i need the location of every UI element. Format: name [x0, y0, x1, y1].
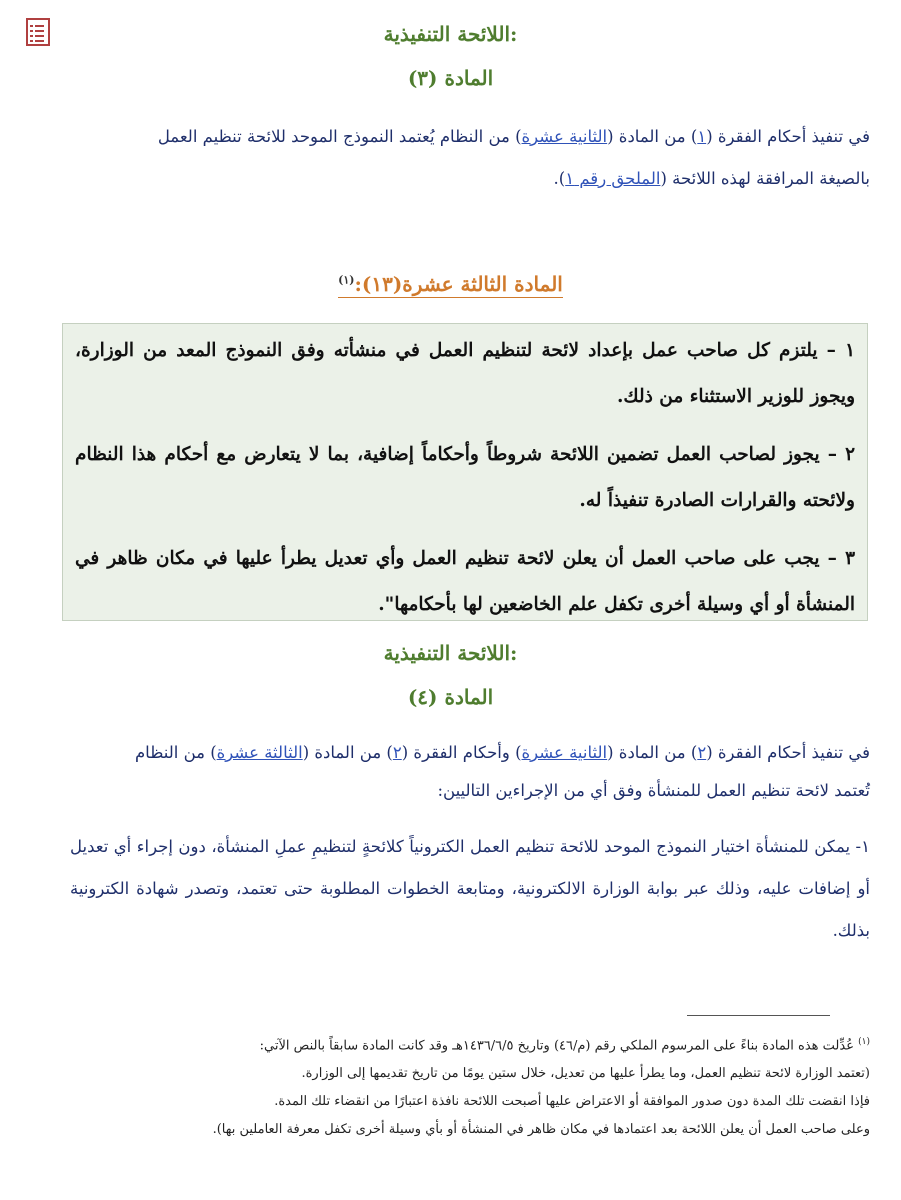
footnote-line-3: فإذا انقضت تلك المدة دون صدور الموافقة أو الاعتراض عليها أصبحت اللائحة نافذة اعتبارًا من انقضاء تلك المدة. [274, 1094, 870, 1110]
footnote-text-1: عُدِّلت هذه المادة بناءً على المرسوم الملكي رقم (م/٤٦) وتاريخ ١٤٣٦/٦/٥هـ وقد كانت المادة سابقاً بالنص الآتي: [259, 1038, 854, 1054]
text-segment: في تنفيذ أحكام الفقرة ( [706, 743, 870, 762]
text-segment: ) من المادة ( [302, 743, 393, 762]
article-3-paragraph [70, 116, 870, 200]
link-article-13[interactable]: الثالثة عشرة [216, 743, 303, 762]
article-13-title: المادة الثالثة عشرة(١٣): [354, 272, 563, 296]
footnote-separator [687, 1015, 830, 1016]
link-article-12[interactable]: الثانية عشرة [521, 127, 608, 146]
article-4-heading: المادة (٤) [407, 685, 494, 709]
footnote-line-4: وعلى صاحب العمل أن يعلن اللائحة بعد اعتمادها في مكان ظاهر في المنشأة أو بأي وسيلة أخرى تكفل معرفة العاملين بها). [212, 1122, 870, 1138]
footnote-line-1 [70, 1028, 870, 1060]
article-4-intro [70, 734, 870, 810]
footnote-line-2: (تعتمد الوزارة لائحة تنظيم العمل، وما يطرأ عليها من تعديل، خلال ستين يومًا من تاريخ تقديمها إلى الوزارة. [301, 1066, 870, 1082]
regulation-heading-2: اللائحة التنفيذية: [383, 641, 518, 665]
article-4-line-2: تُعتمد لائحة تنظيم العمل للمنشأة وفق أي من الإجراءين التاليين: [437, 781, 870, 800]
footnote-ref[interactable]: (١) [338, 273, 355, 287]
article-13-text-box [62, 323, 868, 621]
article-4-item-1: ١- يمكن للمنشأة اختيار النموذج الموحد للائحة تنظيم العمل الكترونياً كلائحةٍ لتنظيمِ عملِ المنشأة، دون إجراء أي تعديل أو إضافات عليه، وذلك عبر بوابة الوزارة الالكترونية، ومتابعة الخطوات المطلوبة حتى تعتمد، وتصدر شهادة الكترونية بذلك. [70, 837, 870, 940]
link-paragraph-2[interactable]: ٢ [697, 743, 707, 762]
article-13-item-2: ٢ – يجوز لصاحب العمل تضمين اللائحة شروطاً وأحكاماً إضافية، بما لا يتعارض مع أحكام هذا النظام ولائحته والقرارات الصادرة تنفيذاً له. [75, 444, 855, 511]
text-segment: ) من النظام [134, 743, 217, 762]
article-4-line-1 [70, 734, 870, 772]
text-segment: ). [553, 169, 566, 188]
article-13-title-wrap [338, 272, 563, 298]
regulation-heading: اللائحة التنفيذية: [383, 22, 518, 46]
link-article-12[interactable]: الثانية عشرة [521, 743, 608, 762]
text-segment: ) من النظام يُعتمد النموذج الموحد للائحة تنظيم العمل [157, 127, 522, 146]
text-segment: في تنفيذ أحكام الفقرة ( [706, 127, 870, 146]
link-appendix-1[interactable]: الملحق رقم ١ [565, 169, 661, 188]
footnote-marker: (١) [858, 1037, 870, 1047]
link-paragraph-1[interactable]: ١ [697, 127, 707, 146]
article-3-line-1 [70, 116, 870, 158]
text-segment: ) وأحكام الفقرة ( [401, 743, 522, 762]
article-3-heading: المادة (٣) [407, 66, 494, 90]
text-segment: بالصيغة المرافقة لهذه اللائحة ( [660, 169, 870, 188]
footnotes [70, 1028, 870, 1144]
article-13-item-1: ١ – يلتزم كل صاحب عمل بإعداد لائحة لتنظيم العمل في منشأته وفق النموذج المعد من الوزارة، ويجوز للوزير الاستثناء من ذلك. [75, 340, 855, 407]
article-3-line-2 [70, 158, 870, 200]
text-segment: ) من المادة ( [607, 743, 698, 762]
article-13-heading [0, 272, 901, 296]
link-paragraph-2b[interactable]: ٢ [392, 743, 402, 762]
text-segment: ) من المادة ( [607, 127, 698, 146]
article-13-item-3: ٣ – يجب على صاحب العمل أن يعلن لائحة تنظيم العمل وأي تعديل يطرأ عليها في مكان ظاهر في المنشأة أو أي وسيلة أخرى تكفل علم الخاضعين لها بأحكامها". [75, 548, 855, 615]
